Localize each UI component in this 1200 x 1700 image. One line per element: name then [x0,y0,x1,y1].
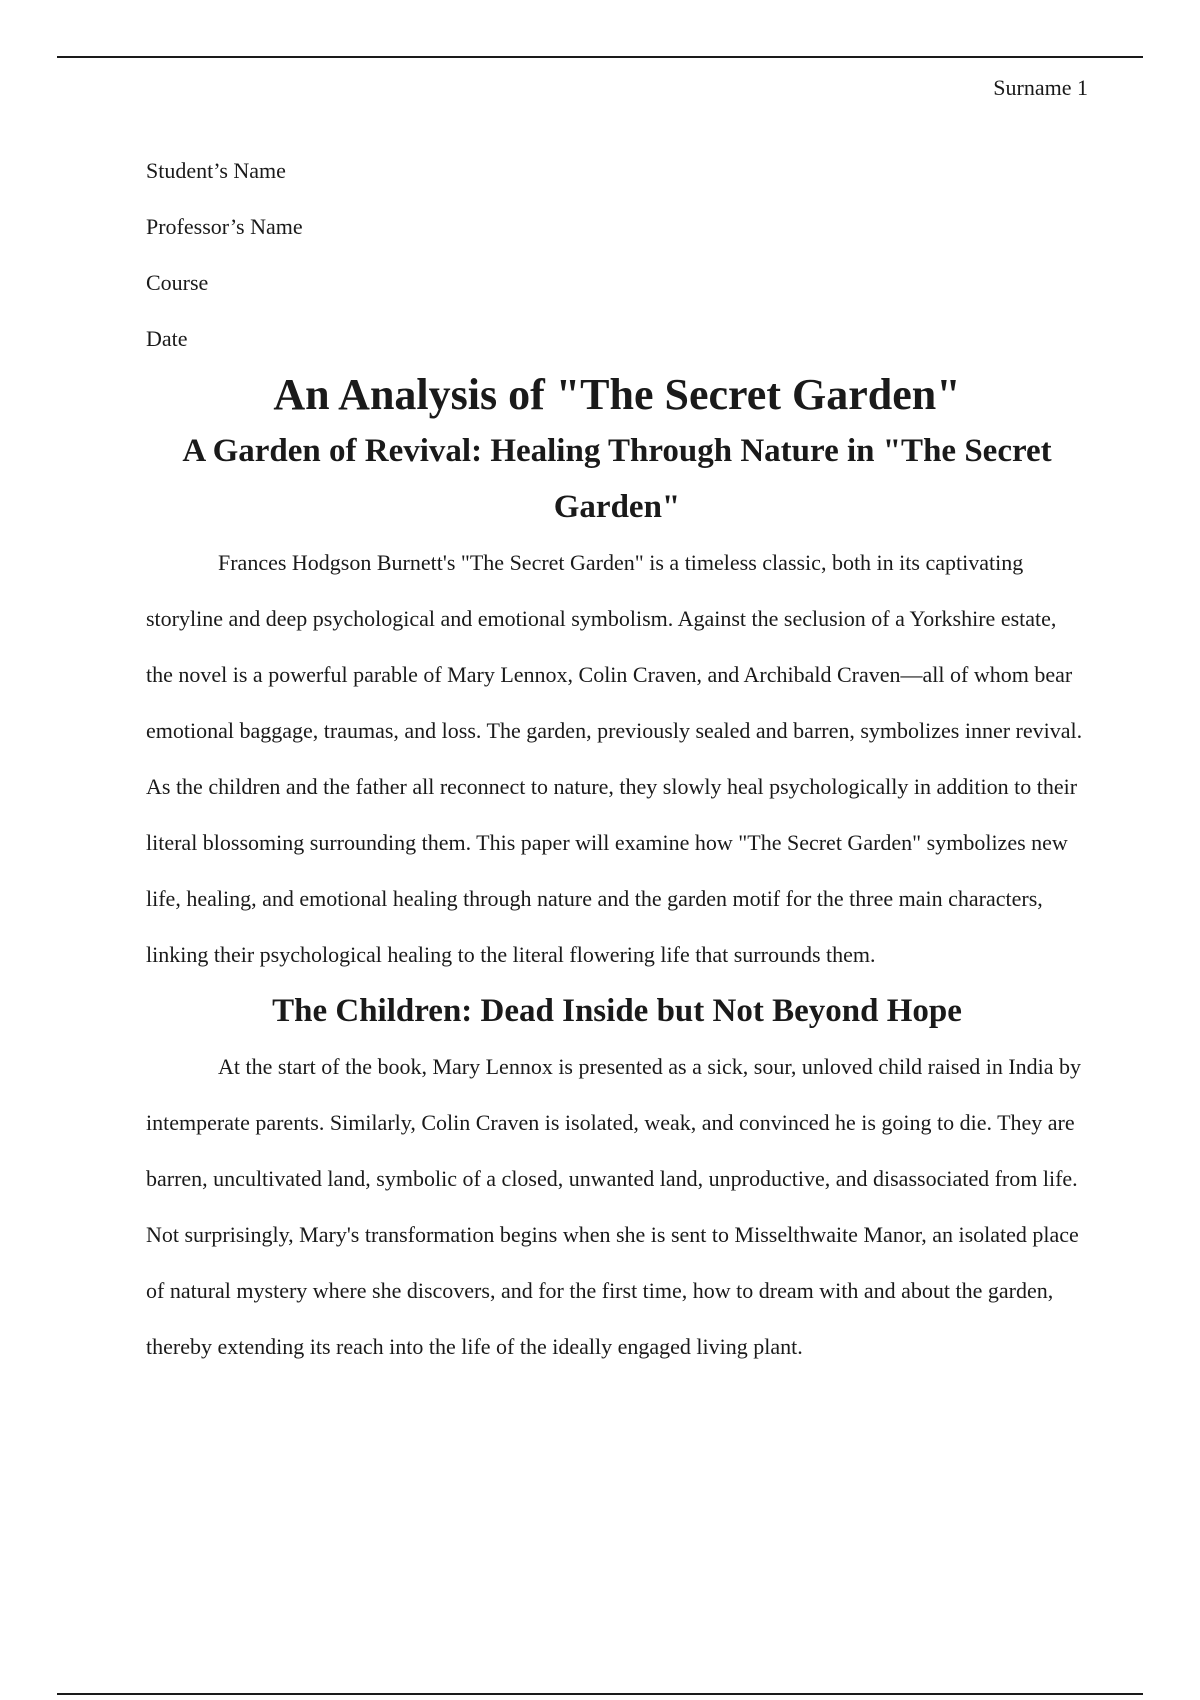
professor-name: Professor’s Name [146,214,303,239]
page-bottom-rule [57,1693,1143,1695]
section-title-revival: A Garden of Revival: Healing Through Nature in "The Secret Garden" [182,433,1052,525]
children-paragraph: At the start of the book, Mary Lennox is presented as a sick, sour, unloved child raised in India by intemperate parents. Similarly, Colin Craven is isolated, weak, and convinced he is going to die. They are barren, uncultivated land, symbolic of a closed, unwanted land, unproductive, and disassociated from life. Not surprisingly, Mary's transformation begins when she is sent to Misselthwaite Manor, an isolated place of natural mystery where she discovers, and for the first time, how to dream with and about the garden, thereby extending its reach into the life of the ideally engaged living plant. [146,1054,1082,1359]
course-name: Course [146,270,209,295]
intro-paragraph: Frances Hodgson Burnett's "The Secret Garden" is a timeless classic, both in its captivating storyline and deep psychological and emotional symbolism. Against the seclusion of a Yorkshire estate, the novel is a powerful parable of Mary Lennox, Colin Craven, and Archibald Craven—all of whom bear emotional baggage, traumas, and loss. The garden, previously sealed and barren, symbolizes inner revival. As the children and the father all reconnect to nature, they slowly heal psychologically in addition to their literal blossoming surrounding them. This paper will examine how "The Secret Garden" symbolizes new life, healing, and emotional healing through nature and the garden motif for the three main characters, linking their psychological healing to the literal flowering life that surrounds them. [146,550,1083,967]
page-top-rule [57,56,1143,58]
document-body [146,143,1088,1375]
main-title: An Analysis of "The Secret Garden" [273,370,961,419]
section-title-children: The Children: Dead Inside but Not Beyond Hope [272,993,962,1029]
date-line: Date [146,326,188,351]
student-name: Student’s Name [146,158,286,183]
running-head: Surname 1 [993,75,1088,100]
